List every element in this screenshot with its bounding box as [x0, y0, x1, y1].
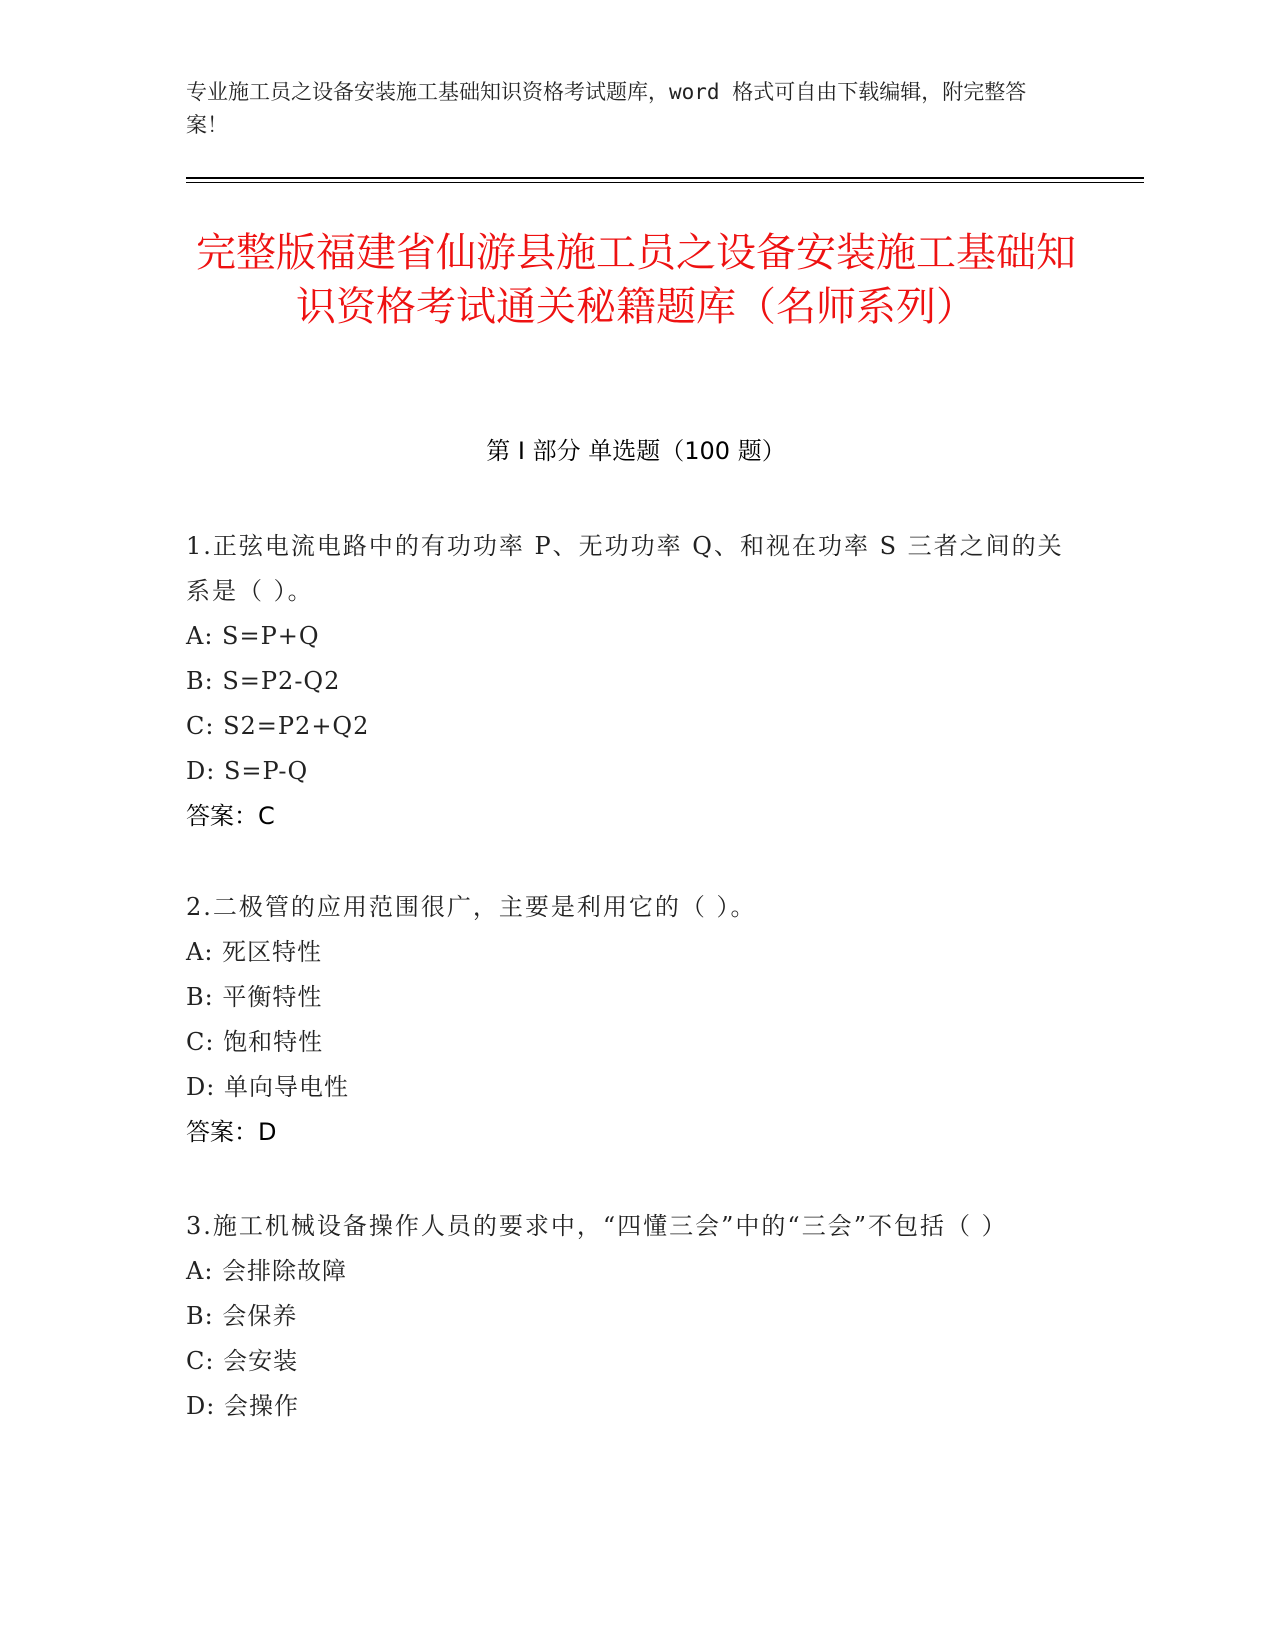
header-divider-thin	[186, 182, 1144, 183]
answer: 答案：C	[186, 802, 275, 830]
option-c: C: 会安装	[186, 1347, 299, 1375]
document-title: 完整版福建省仙游县施工员之设备安装施工基础知识资格考试通关秘籍题库（名师系列）	[196, 230, 1076, 330]
option-d: D: 会操作	[186, 1392, 299, 1420]
option-a: A: S=P+Q	[186, 622, 320, 650]
question-stem: 1.正弦电流电路中的有功功率 P、无功功率 Q、和视在功率 S 三者之间的关系是（ ）。	[186, 532, 1064, 605]
question-stem: 2.二极管的应用范围很广，主要是利用它的（ ）。	[186, 893, 757, 921]
option-a: A: 会排除故障	[186, 1257, 348, 1285]
header-note: 专业施工员之设备安装施工基础知识资格考试题库，word 格式可自由下载编辑，附完整答案！	[186, 80, 1027, 137]
option-b: B: 会保养	[186, 1302, 298, 1330]
header-divider	[186, 177, 1144, 179]
answer: 答案：D	[186, 1118, 277, 1146]
option-c: C: S2=P2+Q2	[186, 712, 370, 740]
option-a: A: 死区特性	[186, 938, 323, 966]
option-d: D: 单向导电性	[186, 1073, 349, 1101]
option-d: D: S=P-Q	[186, 757, 309, 785]
option-b: B: S=P2-Q2	[186, 667, 341, 695]
option-b: B: 平衡特性	[186, 983, 323, 1011]
question-2	[186, 885, 1066, 1155]
option-c: C: 饱和特性	[186, 1028, 324, 1056]
question-3	[186, 1204, 1066, 1429]
section-heading: 第 I 部分 单选题（100 题）	[486, 437, 786, 465]
question-stem: 3.施工机械设备操作人员的要求中，“四懂三会”中的“三会”不包括（ ）	[186, 1212, 1008, 1240]
question-1	[186, 524, 1066, 839]
